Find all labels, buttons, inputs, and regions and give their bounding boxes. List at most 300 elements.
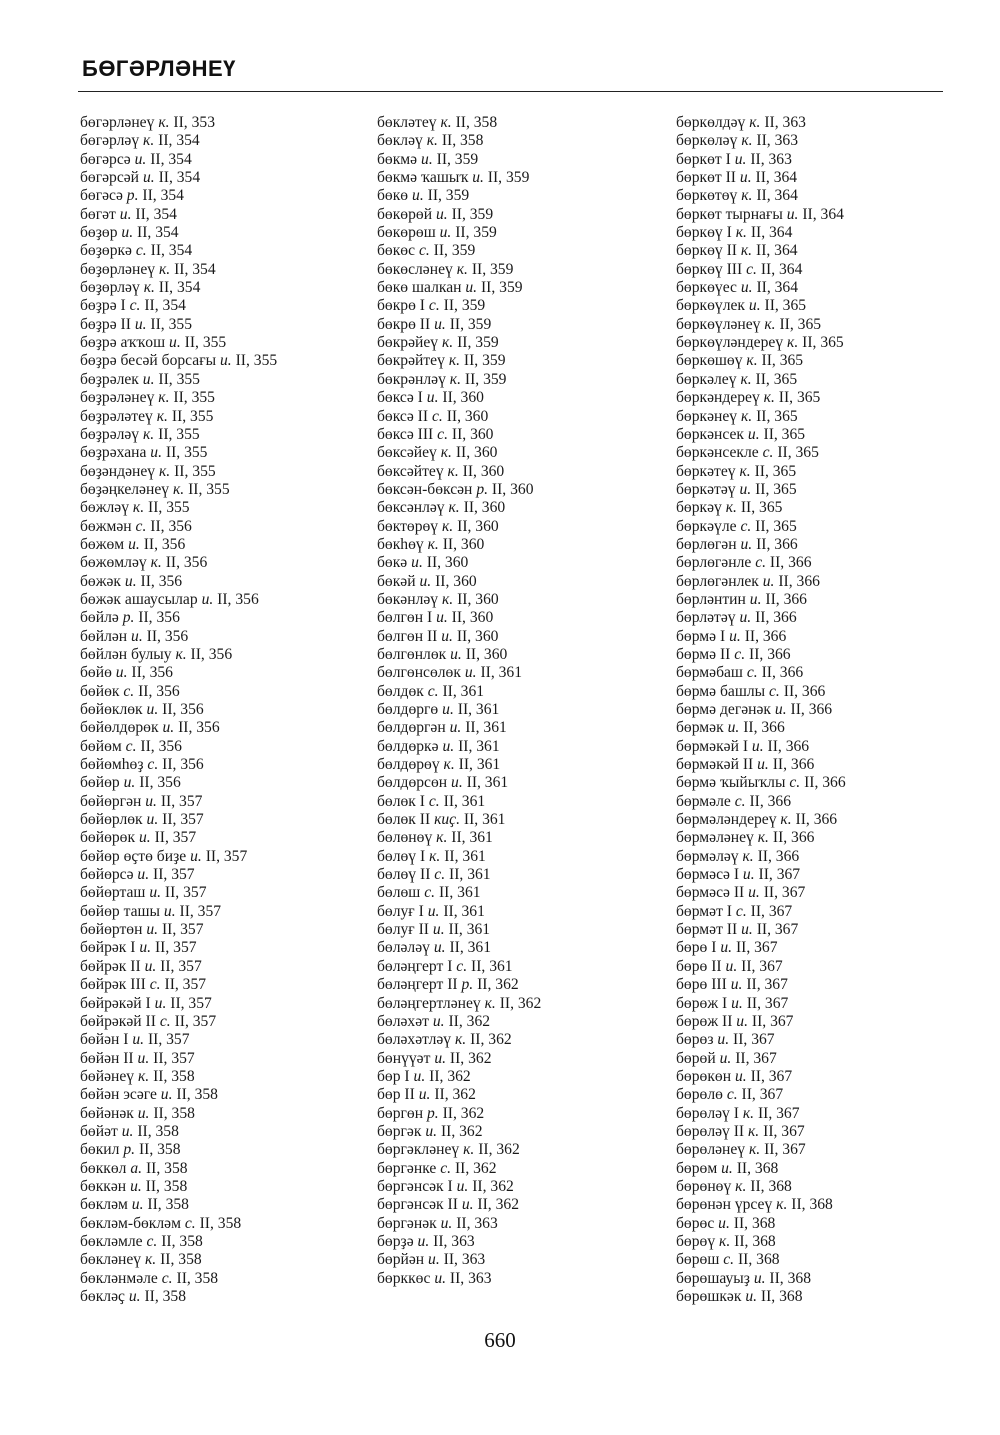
dictionary-entry [80,408,277,426]
dictionary-entry [377,976,541,994]
entry-pos-label: и. [739,480,752,498]
entry-reference: II, 364 [756,279,799,297]
entry-headword: бөкө шалкан [377,279,462,297]
entry-headword: бөжмән [80,517,132,535]
entry-headword: бөләңгерт II [377,976,458,994]
entry-reference: II, 355 [184,334,227,352]
entry-pos-label: и. [742,866,755,884]
entry-pos-label: с. [734,645,746,663]
entry-pos-label: с. [723,1251,735,1269]
entry-pos-label: и. [417,1232,430,1250]
entry-pos-label: с. [123,682,135,700]
entry-headword: бөйөрөк [80,829,136,847]
entry-reference: II, 354 [174,260,216,278]
entry-reference: II, 367 [735,1049,777,1067]
entry-pos-label: и. [128,1288,141,1305]
dictionary-entry [80,242,277,260]
entry-reference: II, 361 [465,719,507,737]
entry-headword: бөрлөгән [676,535,737,553]
entry-pos-label: с. [755,554,767,572]
entry-reference: II, 359 [455,224,497,242]
entry-headword: бөҙөркә [80,242,132,260]
dictionary-entry [377,664,541,682]
entry-headword: бөкрәнләү [377,370,446,388]
entry-pos-label: и. [730,976,743,994]
dictionary-entry [377,793,541,811]
dictionary-entry [80,114,277,132]
dictionary-entry [676,1050,846,1068]
dictionary-entry [80,939,277,957]
entry-pos-label: к. [719,1232,731,1250]
entry-headword: бөгәрләү [80,132,140,150]
entry-pos-label: и. [425,1122,438,1140]
entry-pos-label: к. [739,462,751,480]
entry-reference: II, 358 [145,1177,188,1195]
entry-reference: II, 365 [755,370,798,388]
dictionary-entry [676,426,846,444]
entry-pos-label: и. [740,535,753,553]
dictionary-entry [80,1196,277,1214]
entry-reference: II, 361 [466,774,509,792]
dictionary-entry [377,1086,541,1104]
entry-reference: II, 354 [150,242,193,260]
entry-reference: II, 367 [764,1141,806,1159]
entry-pos-label: к. [156,407,168,425]
dictionary-entry [676,1270,846,1288]
entry-pos-label: к. [454,1031,467,1049]
entry-pos-label: р. [461,976,474,994]
entry-headword: бөкәй [377,572,416,590]
entry-pos-label: с. [762,444,774,462]
dictionary-entry [80,738,277,756]
dictionary-entry [377,811,541,829]
entry-reference: II, 367 [750,902,793,920]
entry-pos-label: и. [451,774,463,792]
entry-headword: бөрмәк [676,719,724,737]
dictionary-entry [377,371,541,389]
dictionary-entry [80,664,277,682]
dictionary-entry [676,1141,846,1159]
entry-pos-label: и. [739,169,752,187]
entry-reference: II, 366 [778,572,820,590]
entry-reference: II, 366 [769,554,812,572]
entry-reference: II, 361 [444,847,486,865]
entry-headword: бөкө [377,187,409,205]
entry-pos-label: и. [134,150,147,168]
dictionary-entry [80,756,277,774]
entry-pos-label: и. [146,701,159,718]
dictionary-entry [80,389,277,407]
entry-pos-label: к. [143,425,155,443]
entry-reference: II, 358 [199,1214,242,1232]
entry-reference: II, 368 [733,1214,776,1232]
entry-pos-label: и. [121,1122,134,1140]
entry-reference: II, 356 [140,572,183,590]
entry-reference: II, 356 [140,737,182,755]
dictionary-entry [676,646,846,664]
entry-reference: II, 358 [455,114,498,131]
dictionary-entry [377,738,541,756]
entry-column-2 [377,114,541,1288]
dictionary-entry [377,1013,541,1031]
entry-pos-label: к. [764,315,776,333]
entry-reference: II, 355 [171,407,214,425]
entry-headword: бөксәнләү [377,499,445,517]
dictionary-entry [676,1068,846,1086]
entry-pos-label: к. [763,389,775,407]
entry-reference: II, 362 [448,1012,491,1030]
entry-headword: бөрлөгәнле [676,554,752,572]
entry-headword: бөргәнәк [377,1214,437,1232]
entry-headword: бөлуғ II [377,921,429,939]
dictionary-entry [676,132,846,150]
dictionary-entry [377,1031,541,1049]
entry-reference: II, 359 [471,260,514,278]
entry-pos-label: и. [131,1196,144,1214]
entry-pos-label: и. [774,701,787,718]
dictionary-entry [377,939,541,957]
dictionary-entry [676,334,846,352]
dictionary-entry [377,151,541,169]
entry-pos-label: и. [121,224,134,242]
dictionary-entry [80,1141,277,1159]
entry-headword: бөкләм-бөкләм [80,1214,181,1232]
entry-headword: бөркөтөү [676,187,738,205]
entry-pos-label: и. [762,572,775,590]
entry-pos-label: и. [727,719,740,737]
entry-reference: II, 361 [451,829,493,847]
entry-reference: II, 368 [734,1232,776,1250]
entry-headword: бөркәүле [676,517,737,535]
entry-reference: II, 367 [733,1031,775,1049]
dictionary-entry [676,1178,846,1196]
dictionary-entry [377,481,541,499]
dictionary-entry [80,1031,277,1049]
entry-headword: бөҙрәләтеү [80,407,153,425]
entry-headword: бөкләм [80,1196,128,1214]
entry-reference: II, 356 [131,664,173,682]
entry-headword: бөрҙә [377,1232,414,1250]
entry-reference: II, 364 [760,260,803,278]
entry-pos-label: и. [720,939,733,957]
entry-pos-label: и. [142,370,155,388]
entry-headword: бөргәкләнеү [377,1141,460,1159]
entry-pos-label: к. [484,994,496,1012]
page-number: 660 [484,1328,516,1352]
entry-reference: II, 354 [158,279,201,297]
entry-headword: бөкөс [377,242,416,260]
entry-headword: бөркөт II [676,169,736,187]
dictionary-entry [377,774,541,792]
entry-reference: II, 357 [162,811,204,829]
entry-headword: бөжөмләү [80,554,147,572]
entry-headword: бөркөү III [676,260,743,278]
entry-reference: II, 360 [426,554,469,572]
entry-reference: II, 361 [443,902,485,920]
dictionary-entry [80,683,277,701]
entry-pos-label: к. [442,334,454,352]
entry-reference: II, 360 [451,425,494,443]
entry-reference: II, 368 [791,1196,833,1214]
entry-headword: бөкләҫ [80,1288,125,1305]
entry-headword: бөрйән [377,1251,425,1269]
dictionary-entry [377,1270,541,1288]
dictionary-entry [676,884,846,902]
entry-headword: бөләләү [377,939,430,957]
dictionary-entry [377,1196,541,1214]
entry-reference: II, 366 [756,535,798,553]
entry-headword: бөр II [377,1086,415,1104]
entry-reference: II, 359 [449,315,492,333]
entry-headword: бөйөлдөрөк [80,719,159,737]
dictionary-entry [676,481,846,499]
entry-reference: II, 362 [470,1031,512,1049]
entry-reference: II, 366 [749,792,792,810]
entry-pos-label: с. [135,242,147,260]
entry-reference: II, 366 [755,609,797,627]
entry-reference: II, 358 [176,1269,219,1287]
dictionary-entry [80,463,277,481]
entry-reference: II, 358 [153,1104,195,1122]
entry-headword: бөлдөрөү [377,756,440,774]
entry-reference: II, 364 [750,224,793,242]
entry-reference: II, 363 [756,132,798,150]
dictionary-entry [80,1215,277,1233]
entry-headword: бөләңгерт I [377,957,453,975]
entry-headword: бөкләнеү [80,1251,142,1269]
entry-pos-label: с. [147,756,159,774]
dictionary-entry [377,609,541,627]
entry-headword: бөлөк II [377,811,431,829]
entry-pos-label: и. [124,572,137,590]
entry-headword: бөксәйеү [377,444,437,462]
entry-reference: II, 356 [138,682,180,700]
entry-reference: II, 357 [153,1049,195,1067]
entry-headword: бөлуғ I [377,902,424,920]
entry-headword: бөҙәңкеләнеү [80,480,170,498]
entry-pos-label: с. [734,792,746,810]
entry-pos-label: и. [160,1086,173,1104]
entry-reference: II, 355 [174,462,216,480]
entry-reference: II, 358 [147,1196,189,1214]
entry-reference: II, 365 [777,444,819,462]
dictionary-entry [676,352,846,370]
entry-headword: бөкәнләү [377,590,439,608]
entry-headword: бөҙрәлек [80,370,139,388]
entry-reference: II, 363 [456,1214,498,1232]
entry-headword: бөйөрлөк [80,811,143,829]
entry-headword: бөркөт тырнағы [676,205,783,223]
dictionary-entry [80,573,277,591]
entry-pos-label: и. [412,187,424,205]
entry-headword: бөрмәт I [676,902,732,920]
dictionary-entry [676,261,846,279]
entry-pos-label: с. [418,242,430,260]
entry-headword: бөрмәкәй II [676,756,754,774]
dictionary-entry [676,371,846,389]
entry-pos-label: и. [434,1049,447,1067]
entry-reference: II, 361 [438,884,481,902]
dictionary-entry [377,683,541,701]
entry-pos-label: и. [734,150,747,168]
dictionary-entry [377,463,541,481]
dictionary-entry [80,1288,277,1306]
entry-pos-label: к. [741,132,753,150]
entry-pos-label: к. [158,260,171,278]
entry-headword: бөҙөрләнеү [80,260,156,278]
entry-headword: бөркөшөү [676,352,743,370]
entry-pos-label: к. [137,1067,150,1085]
entry-reference: II, 360 [465,645,508,663]
dictionary-entry [676,1123,846,1141]
entry-pos-label: к. [443,756,455,774]
entry-headword: бөйөрсә [80,866,134,884]
entry-headword: бөжәк [80,572,122,590]
dictionary-entry [80,279,277,297]
entry-pos-label: к. [448,352,461,370]
entry-headword: бөләңгертләнеү [377,994,481,1012]
entry-headword: бөркәтеү [676,462,736,480]
entry-headword: бөрмә I [676,627,726,645]
entry-pos-label: с. [146,1232,158,1250]
entry-pos-label: к. [429,847,441,865]
entry-headword: бөрмәләндереү [676,811,777,829]
entry-pos-label: и. [138,829,151,847]
entry-reference: II, 361 [457,701,500,718]
entry-headword: бөрөнән үрсеү [676,1196,773,1214]
entry-reference: II, 363 [750,150,792,168]
entry-headword: бөкөсләнеү [377,260,453,278]
entry-pos-label: и. [428,1251,440,1269]
entry-pos-label: с. [437,425,448,443]
entry-reference: II, 353 [173,114,215,131]
entry-headword: бөркөү II [676,242,737,260]
entry-pos-label: и. [419,572,432,590]
entry-headword: бөйрәк I [80,939,136,957]
dictionary-entry [676,187,846,205]
entry-headword: бөкрө II [377,315,431,333]
entry-pos-label: и. [426,389,439,407]
entry-reference: II, 355 [188,480,230,498]
entry-reference: II, 355 [158,370,200,388]
entry-headword: бөксәйтеү [377,462,444,480]
entry-reference: II, 355 [165,444,208,462]
entry-reference: II, 367 [750,1067,793,1085]
entry-headword: бөрөз [676,1031,714,1049]
dictionary-entry [676,958,846,976]
entry-reference: II, 356 [139,774,181,792]
entry-reference: II, 361 [443,792,486,810]
entry-pos-label: к. [143,279,155,297]
entry-reference: II, 360 [435,572,477,590]
entry-reference: II, 365 [802,334,844,352]
entry-reference: II, 368 [750,1177,792,1195]
entry-pos-label: к. [725,499,737,517]
entry-reference: II, 362 [434,1086,476,1104]
dictionary-entry [676,1288,846,1306]
entry-headword: бөлдөргө [377,701,439,718]
entry-headword: бөгәсә [80,187,123,205]
dictionary-entry [676,316,846,334]
dictionary-entry [80,169,277,187]
dictionary-entry [377,279,541,297]
dictionary-entry [377,829,541,847]
entry-pos-label: с. [428,297,440,315]
entry-headword: бөнүүәт [377,1049,431,1067]
entry-headword: бөркәлеү [676,370,737,388]
entry-pos-label: с. [431,407,443,425]
entry-headword: бөрмәсә I [676,866,740,884]
header-rule [78,91,943,92]
dictionary-entry [676,518,846,536]
entry-headword: бөйөр [80,774,120,792]
entry-headword: бөлөнөү [377,829,433,847]
entry-reference: II, 365 [764,297,807,315]
entry-reference: II, 361 [458,756,501,774]
entry-pos-label: и. [736,1012,748,1030]
entry-reference: II, 363 [433,1232,475,1250]
entry-headword: бөҙөр [80,224,118,242]
entry-reference: II, 367 [746,976,788,994]
dictionary-entry [676,114,846,132]
entry-pos-label: с. [135,517,147,535]
entry-headword: бөрөм [676,1159,718,1177]
dictionary-entry [80,719,277,737]
entry-reference: II, 360 [442,389,484,407]
entry-headword: бөрө I [676,939,717,957]
dictionary-entry [80,1178,277,1196]
entry-pos-label: с. [424,884,436,902]
dictionary-entry [80,1160,277,1178]
entry-headword: бөлгөнсөлөк [377,664,461,682]
entry-reference: II, 365 [763,425,806,443]
entry-reference: II, 366 [744,627,787,645]
dictionary-entry [377,1068,541,1086]
dictionary-entry [676,1160,846,1178]
entry-reference: II, 366 [765,590,807,608]
entry-pos-label: и. [436,609,448,627]
dictionary-entry [676,976,846,994]
entry-pos-label: и. [146,921,159,939]
dictionary-entry [377,444,541,462]
entry-reference: II, 355 [150,315,192,333]
entry-headword: бөжөм [80,535,125,553]
dictionary-entry [377,995,541,1013]
entry-headword: бөйөк [80,682,120,700]
entry-reference: II, 366 [749,645,791,663]
entry-headword: бөләхәтләү [377,1031,452,1049]
entry-headword: бөкләү [377,132,423,150]
dictionary-entry [676,939,846,957]
entry-reference: II, 368 [737,1251,780,1269]
entry-pos-label: к. [757,829,769,847]
entry-pos-label: и. [201,590,214,608]
entry-pos-label: с. [434,866,446,884]
dictionary-entry [80,499,277,517]
entry-reference: II, 359 [487,169,530,187]
entry-pos-label: с. [159,1012,171,1030]
entry-headword: бөҙәндәнеү [80,462,156,480]
entry-reference: II, 359 [427,187,470,205]
entry-pos-label: к. [175,645,187,663]
entry-reference: II, 359 [451,205,494,223]
dictionary-entry [80,352,277,370]
entry-reference: II, 355 [235,352,278,370]
entry-headword: бөркөүлек [676,297,745,315]
dictionary-entry [80,903,277,921]
entry-headword: бөйөрташ [80,884,146,902]
entry-headword: бөрөнөү [676,1177,732,1195]
